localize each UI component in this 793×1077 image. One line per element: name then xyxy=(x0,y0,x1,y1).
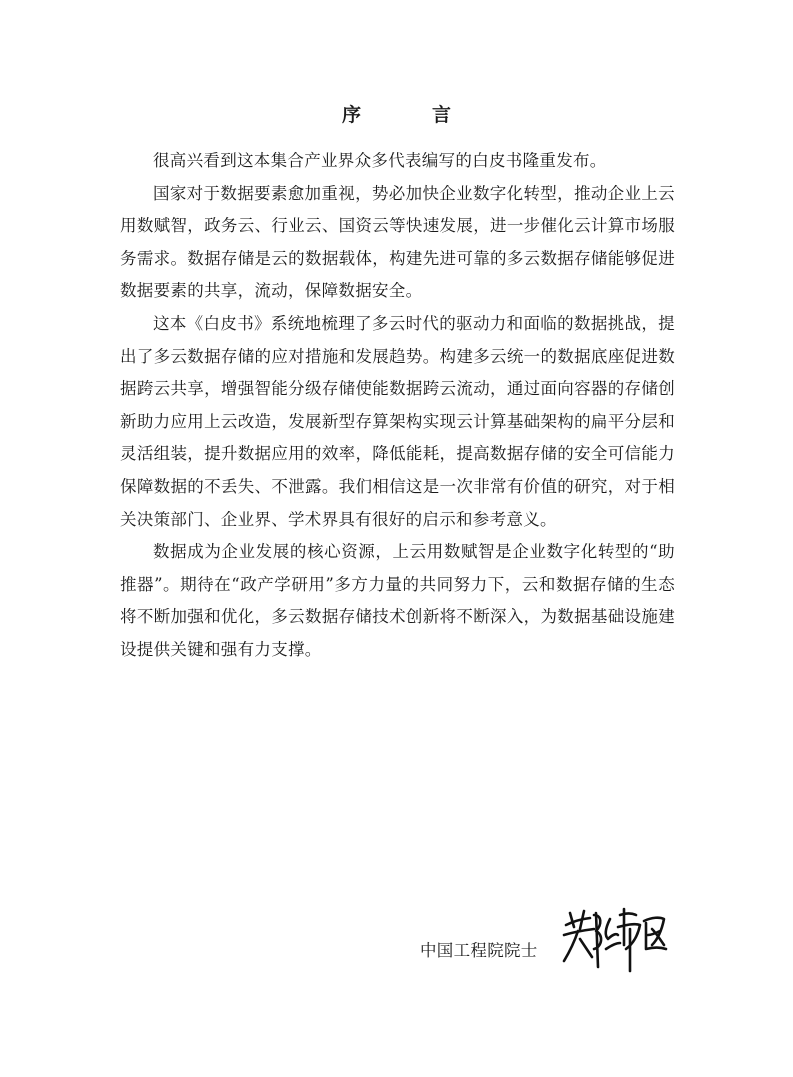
paragraph-3: 这本《白皮书》系统地梳理了多云时代的驱动力和面临的数据挑战，提出了多云数据存储的应对措施和发展趋势。构建多云统一的数据底座促进数据跨云共享，增强智能分级存储使能数据跨云流动，通过面向容器的存储创新助力应用上云改造，发展新型存算架构实现云计算基础架构的扁平分层和灵活组装，提升数据应用的效率，降低能耗，提高数据存储的安全可信能力保障数据的不丢失、不泄露。我们相信这是一次非常有价值的研究，对于相关决策部门、企业界、学术界具有很好的启示和参考意义。 xyxy=(120,313,675,529)
author-affiliation: 中国工程院院士 xyxy=(420,941,538,960)
paragraph-4: 数据成为企业发展的核心资源，上云用数赋智是企业数字化转型的“助推器”。期待在“政产学研用”多方力量的共同努力下，云和数据存储的生态将不断加强和优化，多云数据存储技术创新将不断深入，为数据基础设施建设提供关键和强有力支撑。 xyxy=(120,542,675,659)
handwritten-signature xyxy=(560,905,670,975)
paragraph-2: 国家对于数据要素愈加重视，势必加快企业数字化转型，推动企业上云用数赋智，政务云、行业云、国资云等快速发展，进一步催化云计算市场服务需求。数据存储是云的数据载体，构建先进可靠的多云数据存储能够促进数据要素的共享，流动，保障数据安全。 xyxy=(120,183,675,301)
signature-icon xyxy=(560,905,670,975)
signature-block xyxy=(0,905,793,985)
page-title: 序 言 xyxy=(341,104,477,126)
paragraph-1: 很高兴看到这本集合产业界众多代表编写的白皮书隆重发布。 xyxy=(153,151,607,170)
preface-body xyxy=(120,145,675,667)
